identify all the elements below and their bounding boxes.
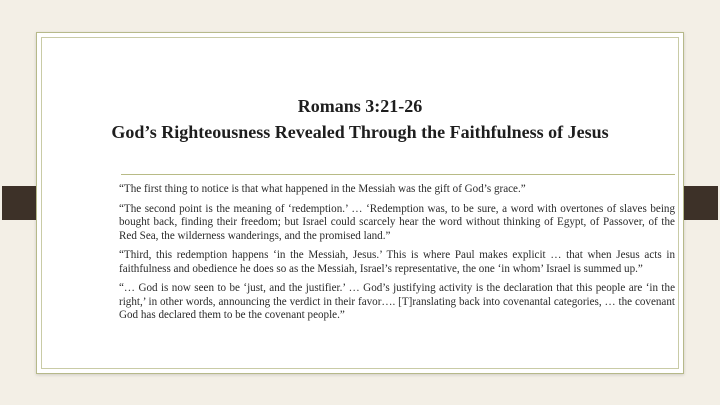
slide-subtitle: God’s Righteousness Revealed Through the Faithfulness of Jesus [111,122,609,142]
title-divider [121,174,675,175]
quote-paragraph-2: “The second point is the meaning of ‘redemption.’ … ‘Redemption was, to be sure, a word with overtones of slaves being bought back, finding their freedom; but Israel could scarcely hear the word without thinking of Egypt, of Passover, of the Red Sea, the wilderness wanderings, and the promised land.” [119,202,675,242]
quote-paragraph-3: “Third, this redemption happens ‘in the Messiah, Jesus.’ This is where Paul makes explicit … that when Jesus acts in faithfulness and obedience he does so as the Messiah, Israel’s representative, the one ‘in whom’ Israel is summed up.” [119,249,675,275]
quote-list [119,183,675,329]
slide-frame [36,32,684,374]
quote-paragraph-1: “The first thing to notice is that what happened in the Messiah was the gift of God’s grace.” [119,183,526,195]
left-decorative-tab [2,186,36,220]
slide-title: Romans 3:21-26 [297,96,423,116]
title-block [37,93,683,145]
right-decorative-tab [684,186,718,220]
quote-paragraph-4: “… God is now seen to be ‘just, and the justifier.’ … God’s justifying activity is the declaration that this people are ‘in the right,’ in other words, announcing the verdict in their favor…. [T]ranslating back into covenantal categories, … the covenant God has declared them to be the covenant people.” [119,282,675,321]
